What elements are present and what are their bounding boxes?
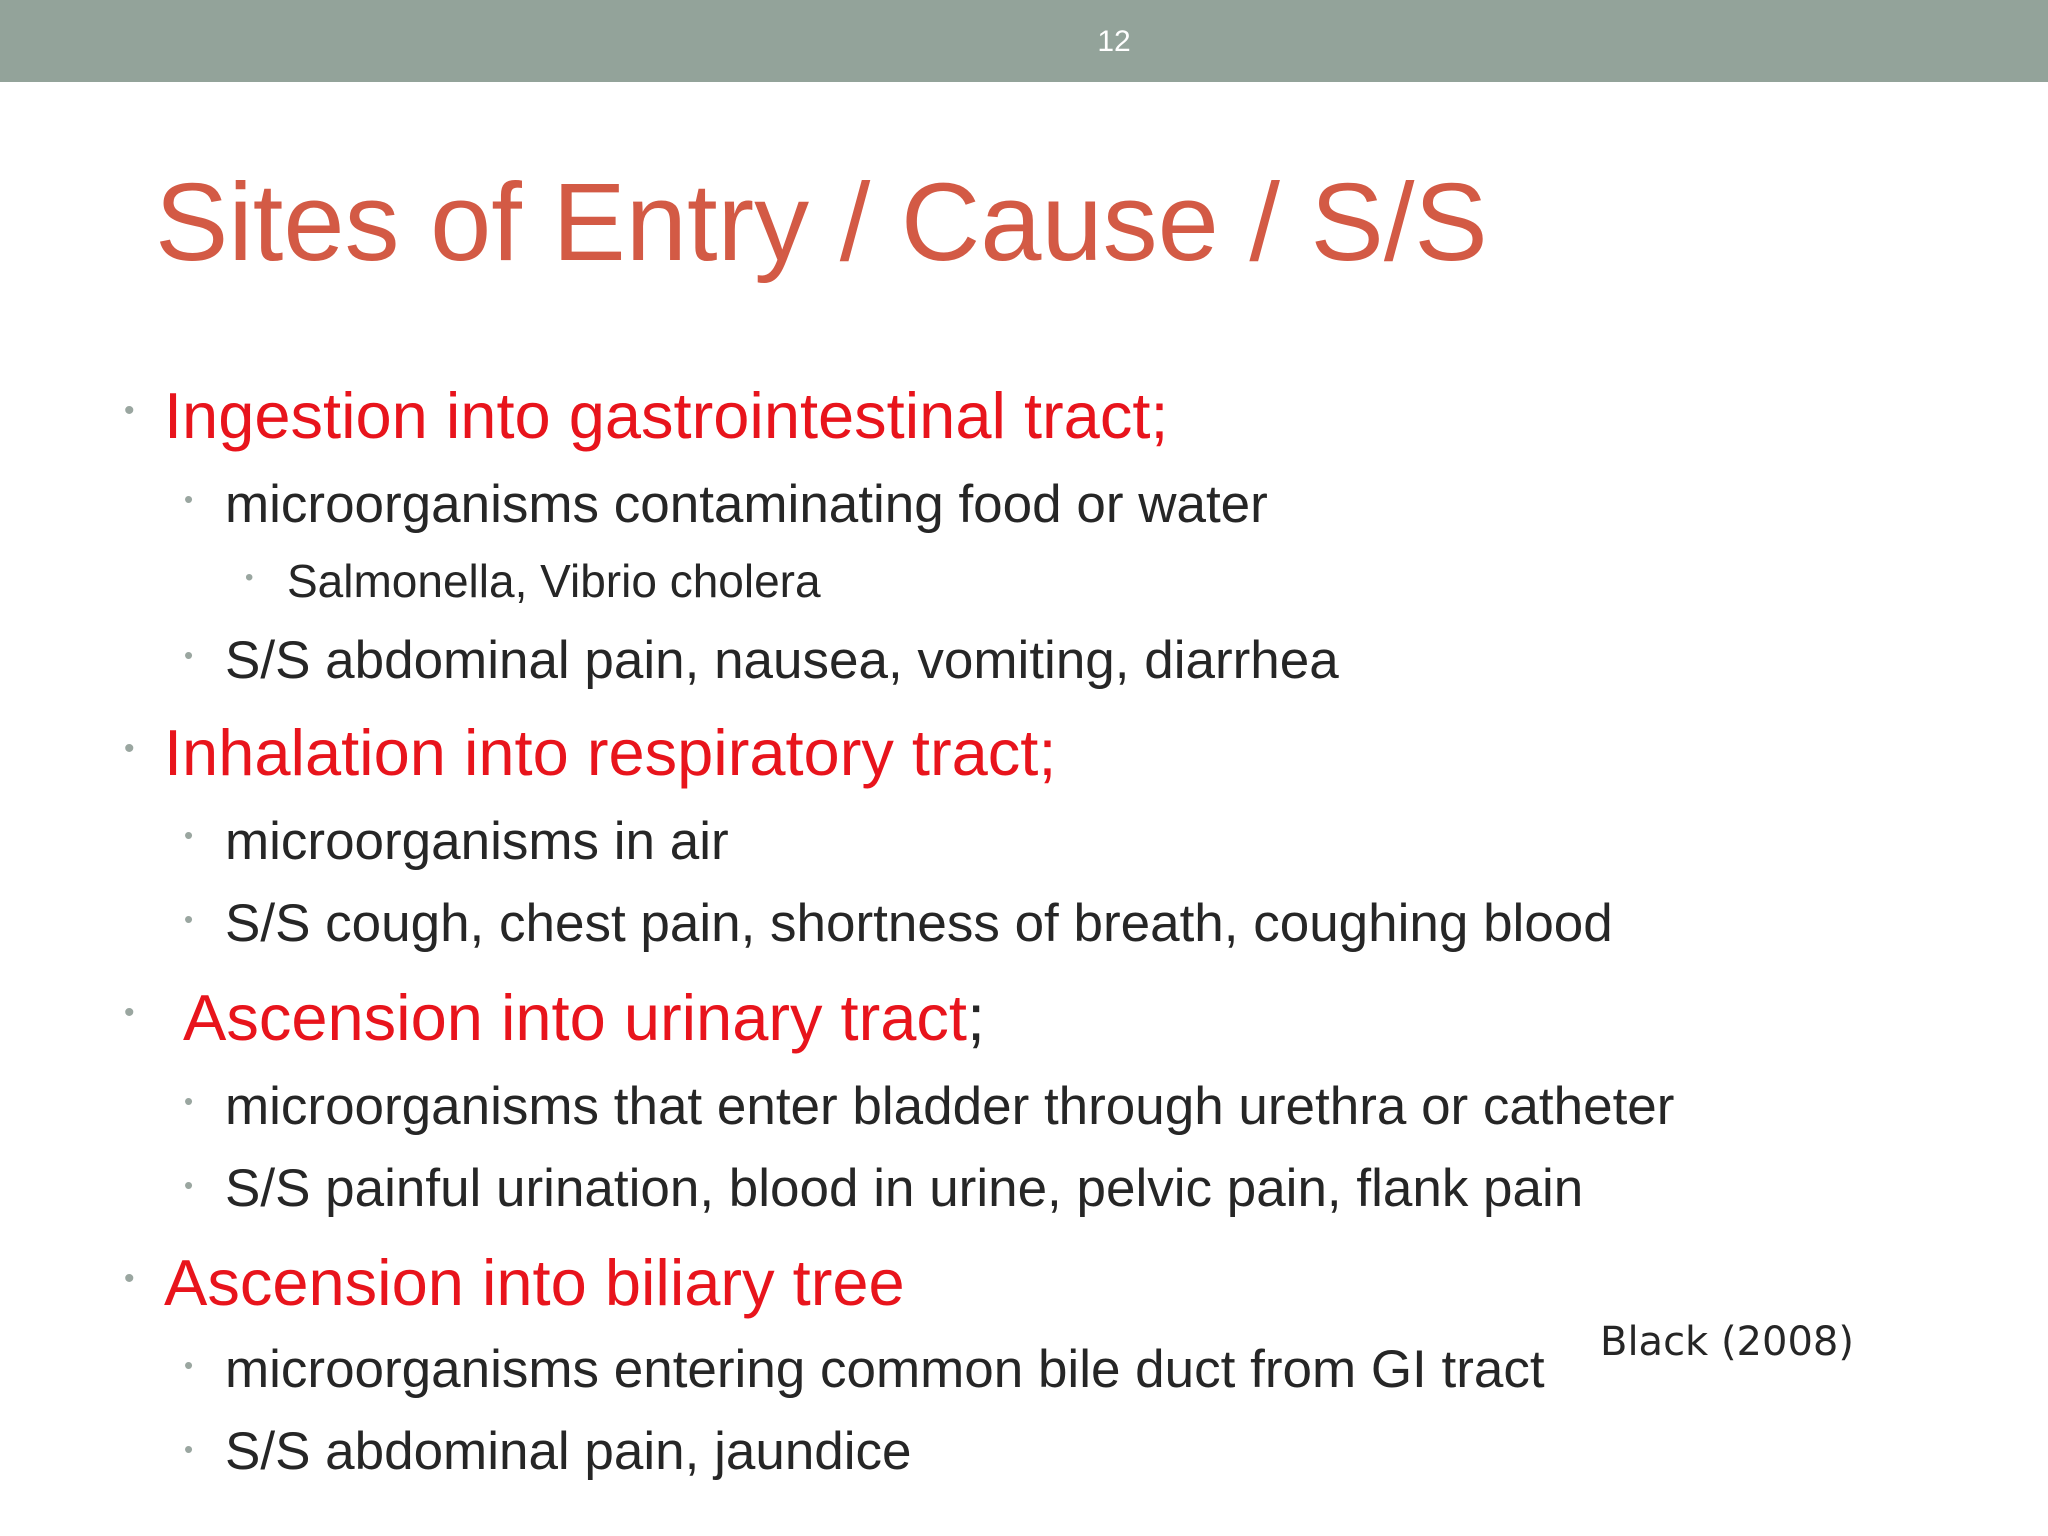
slide-title: Sites of Entry / Cause / S/S [155, 161, 1488, 284]
bullet-marker: • [124, 1262, 135, 1295]
list-item-heading: Inhalation into respiratory tract; [164, 716, 1057, 789]
list-item-heading-text: Ascension into urinary tract [183, 981, 967, 1054]
list-item-heading [183, 981, 986, 1054]
bullet-marker: • [245, 564, 254, 591]
bullet-marker: • [184, 904, 194, 934]
bullet-marker: • [184, 640, 194, 670]
bullet-marker: • [124, 732, 135, 765]
bullet-marker: • [124, 394, 135, 427]
list-item-heading-suffix: ; [966, 981, 986, 1054]
list-item: microorganisms contaminating food or water [225, 475, 1268, 534]
list-item-heading: Ingestion into gastrointestinal tract; [164, 379, 1169, 452]
citation: Black (2008) [1600, 1319, 1854, 1365]
bullet-marker: • [184, 484, 194, 514]
bullet-marker: • [184, 820, 194, 850]
bullet-marker: • [184, 1170, 194, 1200]
bullet-marker: • [124, 996, 135, 1029]
list-item: S/S abdominal pain, jaundice [225, 1422, 912, 1481]
list-item-heading: Ascension into biliary tree [164, 1246, 905, 1319]
bullet-marker: • [184, 1350, 194, 1380]
list-item: microorganisms that enter bladder through urethra or catheter [225, 1077, 1675, 1136]
list-item: S/S painful urination, blood in urine, pelvic pain, flank pain [225, 1159, 1584, 1218]
list-item: S/S abdominal pain, nausea, vomiting, diarrhea [225, 631, 1339, 690]
list-item: microorganisms in air [225, 812, 729, 871]
bullet-marker: • [184, 1086, 194, 1116]
list-item: S/S cough, chest pain, shortness of breath, coughing blood [225, 894, 1613, 953]
slide-number: 12 [1097, 25, 1131, 58]
bullet-marker: • [184, 1434, 194, 1464]
list-item-sub: Salmonella, Vibrio cholera [287, 555, 821, 607]
list-item: microorganisms entering common bile duct from GI tract [225, 1340, 1545, 1399]
